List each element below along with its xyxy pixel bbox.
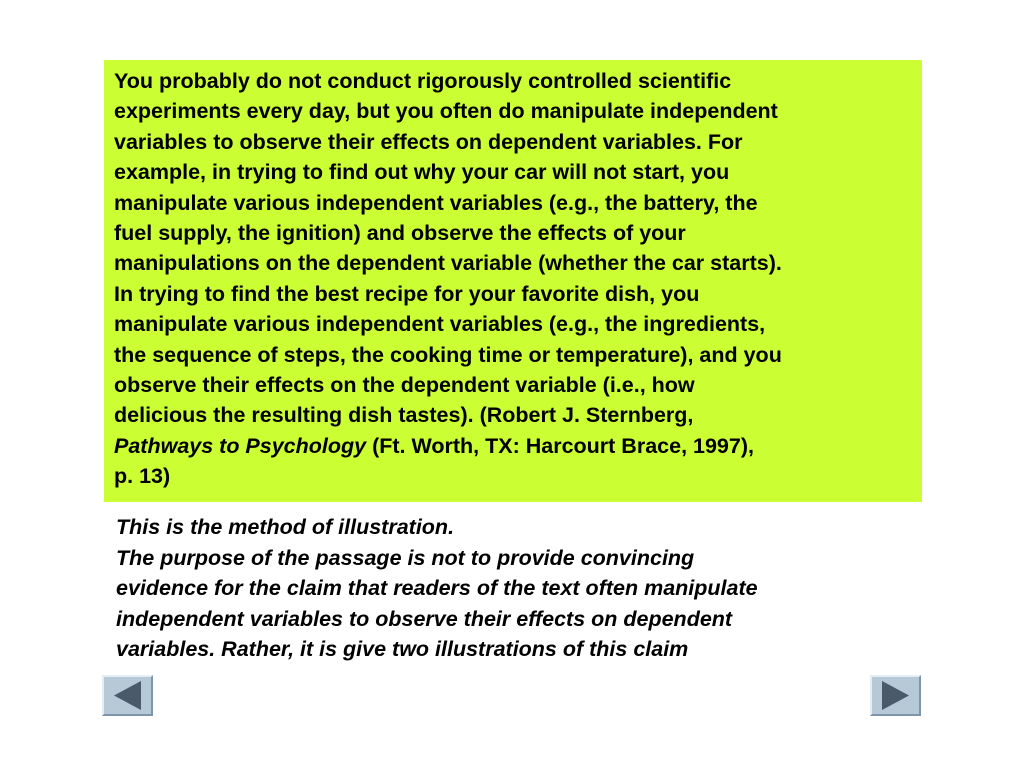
- book-title: Pathways to Psychology: [114, 433, 367, 458]
- publication-info: (Ft. Worth, TX: Harcourt Brace, 1997),: [366, 433, 754, 458]
- commentary-line: The purpose of the passage is not to provide convincing: [116, 545, 695, 570]
- quote-line: manipulate various independent variables (e.g., the battery, the: [114, 190, 758, 215]
- commentary-heading: This is the method of illustration.: [116, 515, 455, 539]
- quote-line: In trying to find the best recipe for your favorite dish, you: [114, 281, 700, 306]
- quote-line: experiments every day, but you often do manipulate independent: [114, 99, 778, 124]
- quote-line: the sequence of steps, the cooking time or temperature), and you: [114, 342, 782, 367]
- quote-line: manipulations on the dependent variable (whether the car starts).: [114, 251, 782, 276]
- quote-line: observe their effects on the dependent variable (i.e., how: [114, 373, 695, 398]
- commentary-line: variables. Rather, it is give two illustrations of this claim: [116, 637, 689, 662]
- quote-line: delicious the resulting dish tastes). (Robert J. Sternberg,: [114, 403, 694, 428]
- quote-line: manipulate various independent variables (e.g., the ingredients,: [114, 312, 766, 337]
- commentary: [116, 512, 916, 665]
- quote-line: You probably do not conduct rigorously controlled scientific: [114, 69, 732, 93]
- commentary-line: independent variables to observe their effects on dependent: [116, 606, 733, 631]
- quote-citation-line: [114, 431, 912, 461]
- next-slide-button[interactable]: [870, 675, 921, 716]
- quote-line: fuel supply, the ignition) and observe the effects of your: [114, 221, 686, 246]
- triangle-right-icon: [872, 677, 919, 714]
- quote-passage: [104, 60, 922, 502]
- page-reference: p. 13): [114, 464, 171, 489]
- previous-slide-button[interactable]: [102, 675, 153, 716]
- quote-line: variables to observe their effects on dependent variables. For: [114, 129, 743, 154]
- triangle-left-icon: [104, 677, 151, 714]
- commentary-line: evidence for the claim that readers of the text often manipulate: [116, 576, 758, 601]
- quote-line: example, in trying to find out why your car will not start, you: [114, 160, 730, 185]
